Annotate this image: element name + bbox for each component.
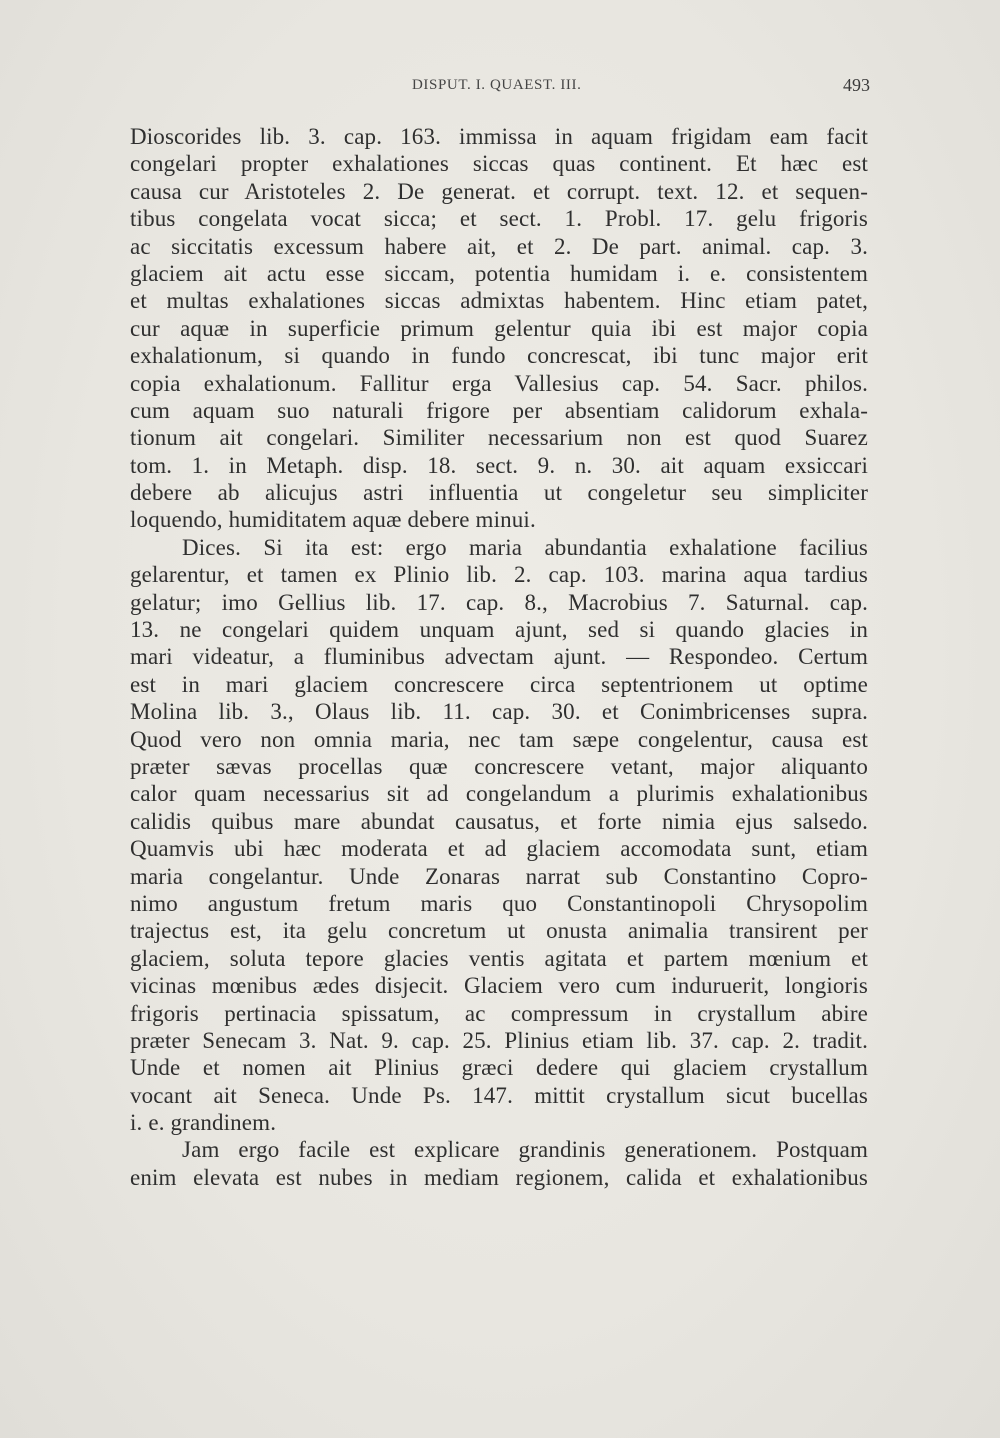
text-line: Quamvis ubi hæc moderata et ad glaciem accomodata sunt, etiam (130, 836, 868, 862)
text-line: causa cur Aristoteles 2. De generat. et corrupt. text. 12. et sequen- (130, 178, 868, 204)
body-text (130, 123, 868, 1191)
text-line: glaciem ait actu esse siccam, potentia humidam i. e. consistentem (130, 260, 868, 286)
text-line: est in mari glaciem concrescere circa septentrionem ut optime (130, 671, 868, 697)
text-line: maria congelantur. Unde Zonaras narrat sub Constantino Copro- (130, 863, 868, 889)
text-line: gelarentur, et tamen ex Plinio lib. 2. cap. 103. marina aqua tardius (130, 562, 868, 588)
text-line: vicinas mœnibus ædes disjecit. Glaciem vero cum induruerit, longioris (130, 973, 868, 999)
text-line: exhalationum, si quando in fundo concrescat, ibi tunc major erit (130, 343, 868, 369)
text-line: glaciem, soluta tepore glacies ventis agitata et partem mœnium et (130, 945, 868, 971)
text-line: i. e. grandinem. (130, 1110, 277, 1136)
text-line: calidis quibus mare abundat causatus, et forte nimia ejus salsedo. (130, 808, 868, 834)
text-line: congelari propter exhalationes siccas quas continent. Et hæc est (130, 151, 868, 177)
running-head: DISPUT. I. QUAEST. III. (412, 77, 582, 93)
text-line: nimo angustum fretum maris quo Constantinopoli Chrysopolim (130, 890, 868, 916)
text-line: tionum ait congelari. Similiter necessarium non est quod Suarez (130, 425, 868, 451)
text-line: Quod vero non omnia maria, nec tam sæpe congelentur, causa est (130, 726, 868, 752)
text-line: tom. 1. in Metaph. disp. 18. sect. 9. n. 30. ait aquam exsiccari (130, 452, 868, 478)
text-line: Molina lib. 3., Olaus lib. 11. cap. 30. et Conimbricenses supra. (130, 699, 868, 725)
text-line: præter sævas procellas quæ concrescere vetant, major aliquanto (130, 753, 868, 779)
text-line: et multas exhalationes siccas admixtas habentem. Hinc etiam patet, (130, 288, 868, 314)
text-line: Dices. Si ita est: ergo maria abundantia exhalatione facilius (182, 534, 868, 560)
text-line: debere ab alicujus astri influentia ut congeletur seu simpliciter (130, 480, 868, 506)
text-line: tibus congelata vocat sicca; et sect. 1. Probl. 17. gelu frigoris (130, 206, 868, 232)
text-line: Dioscorides lib. 3. cap. 163. immissa in aquam frigidam eam facit (130, 124, 868, 149)
text-line: 13. ne congelari quidem unquam ajunt, sed si quando glacies in (130, 617, 868, 643)
text-line: cum aquam suo naturali frigore per absentiam calidorum exhala- (130, 397, 868, 423)
text-line: Unde et nomen ait Plinius græci dedere qui glaciem crystallum (130, 1055, 868, 1081)
text-line: Jam ergo facile est explicare grandinis generationem. Postquam (182, 1137, 868, 1163)
page-header (130, 77, 870, 101)
text-line: ac siccitatis excessum habere ait, et 2. De part. animal. cap. 3. (130, 233, 868, 259)
text-line: loquendo, humiditatem aquæ debere minui. (130, 507, 536, 533)
page-number: 493 (843, 75, 870, 95)
text-line: copia exhalationum. Fallitur erga Vallesius cap. 54. Sacr. philos. (130, 370, 868, 396)
text-line: cur aquæ in superficie primum gelentur quia ibi est major copia (130, 315, 868, 341)
text-line: præter Senecam 3. Nat. 9. cap. 25. Plinius etiam lib. 37. cap. 2. tradit. (130, 1027, 868, 1053)
text-line: vocant ait Seneca. Unde Ps. 147. mittit crystallum sicut bucellas (130, 1082, 868, 1108)
text-line: calor quam necessarius sit ad congelandum a plurimis exhalationibus (130, 781, 868, 807)
text-line: gelatur; imo Gellius lib. 17. cap. 8., Macrobius 7. Saturnal. cap. (130, 589, 868, 615)
text-line: enim elevata est nubes in mediam regionem, calida et exhalationibus (130, 1164, 868, 1190)
text-line: mari videatur, a fluminibus advectam ajunt. — Respondeo. Certum (130, 644, 868, 670)
text-line: trajectus est, ita gelu concretum ut onusta animalia transirent per (130, 918, 868, 944)
text-line: frigoris pertinacia spissatum, ac compressum in crystallum abire (130, 1000, 868, 1026)
